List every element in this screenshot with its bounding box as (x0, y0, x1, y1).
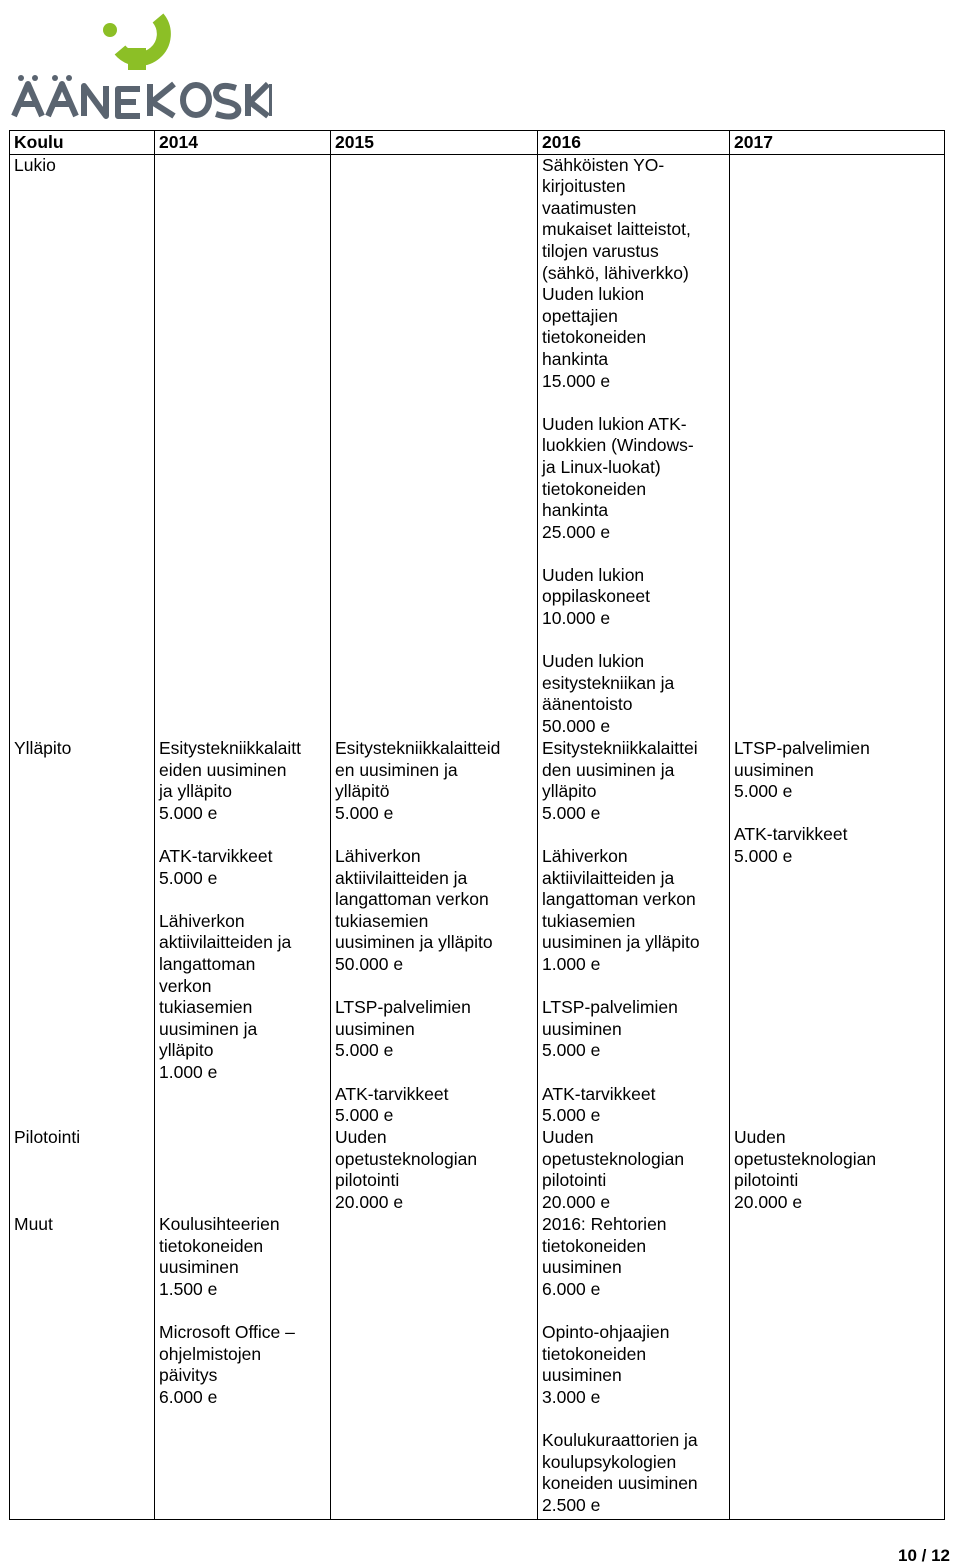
cost-item-line: tietokoneiden (542, 327, 647, 348)
cost-item (542, 414, 725, 544)
table-row-ylläpito (10, 738, 945, 1127)
cost-item-line: Uuden lukion ATK- (542, 413, 687, 434)
cost-item-line: opetusteknologian (542, 1148, 685, 1169)
cell-2015 (331, 154, 538, 738)
cost-item-line: uusiminen ja ylläpito (542, 932, 700, 953)
logo-emblem (103, 18, 164, 70)
cost-item-line: 2016: Rehtorien (542, 1214, 667, 1235)
header-2014: 2014 (155, 131, 331, 155)
cost-item-line: Koulusihteerien (159, 1214, 280, 1235)
cost-item-line: aktiivilaitteiden ja (335, 867, 468, 888)
cost-item-line: tietokoneiden (159, 1235, 264, 1256)
cost-item-line: uusiminen (542, 1018, 622, 1039)
cost-item-line: 20.000 e (542, 1191, 611, 1212)
cost-item-line: LTSP-palvelimien (734, 738, 870, 759)
cost-item (734, 738, 940, 803)
cost-item (159, 1322, 326, 1408)
cost-item-line: aktiivilaitteiden ja (542, 867, 675, 888)
cost-item-line: Lähiverkon (159, 910, 245, 931)
cost-item-line: hankinta (542, 500, 609, 521)
table-header-row (10, 131, 945, 155)
cost-item (159, 738, 326, 824)
cost-item-line: 5.000 e (542, 1040, 601, 1061)
cost-item-line: 5.000 e (734, 781, 793, 802)
cost-item (159, 911, 326, 1084)
cost-item (542, 997, 725, 1062)
cost-item-line: langattoman verkon (335, 889, 489, 910)
cost-item (335, 846, 533, 976)
cost-item-line: eiden uusiminen (159, 759, 287, 780)
cost-item (734, 1127, 940, 1213)
cost-item-line: tilojen varustus (542, 240, 659, 261)
cost-item-line: 5.000 e (335, 802, 394, 823)
cost-item (335, 738, 533, 824)
cost-item (542, 738, 725, 824)
cost-item-line: Esitystekniikkalaitt (159, 738, 301, 759)
cost-item-line: 5.000 e (159, 867, 218, 888)
cell-2016 (538, 738, 730, 1127)
cost-item-line: 5.000 e (335, 1105, 394, 1126)
cost-item-line: Koulukuraattorien ja (542, 1430, 698, 1451)
cell-2014 (155, 154, 331, 738)
cost-item (542, 1430, 725, 1516)
cost-item-line: 6.000 e (159, 1386, 218, 1407)
cost-item-line: luokkien (Windows- (542, 435, 694, 456)
budget-table (9, 130, 945, 1520)
cost-item-line: 10.000 e (542, 608, 611, 629)
cost-item-line: tukiasemien (159, 997, 253, 1018)
cost-item-line: 15.000 e (542, 370, 611, 391)
cost-item (734, 824, 940, 867)
cell-2016 (538, 1214, 730, 1519)
cell-2014 (155, 1127, 331, 1214)
cost-item-line: aktiivilaitteiden ja (159, 932, 292, 953)
cell-2014 (155, 738, 331, 1127)
cost-item-line: tietokoneiden (542, 478, 647, 499)
cost-item-line: Uuden lukion (542, 284, 645, 305)
cost-item-line: esitystekniikan ja (542, 672, 675, 693)
cost-item-line: Uuden (542, 1127, 594, 1148)
cost-item-line: Uuden lukion (542, 651, 645, 672)
row-label: Ylläpito (10, 738, 155, 1127)
header-2017: 2017 (730, 131, 945, 155)
cost-item-line: 2.500 e (542, 1494, 601, 1515)
cost-item-line: Esitystekniikkalaitteid (335, 738, 501, 759)
row-label: Muut (10, 1214, 155, 1519)
cost-item-line: uusiminen (542, 1365, 622, 1386)
cost-item-line: 5.000 e (542, 802, 601, 823)
cost-item (542, 155, 725, 393)
cost-item-line: Uuden (734, 1127, 786, 1148)
cost-item (335, 1127, 533, 1213)
cost-item (542, 1084, 725, 1127)
cost-item-line: 20.000 e (734, 1191, 803, 1212)
cell-2016 (538, 154, 730, 738)
cost-item (542, 1214, 725, 1300)
cost-item-line: koneiden uusiminen (542, 1473, 698, 1494)
cost-item-line: äänentoisto (542, 694, 633, 715)
cost-item-line: en uusiminen ja (335, 759, 458, 780)
cost-item (542, 1322, 725, 1408)
cost-item-line: vaatimusten (542, 197, 637, 218)
cost-item-line: langattoman verkon (542, 889, 696, 910)
row-label: Pilotointi (10, 1127, 155, 1214)
cell-2017 (730, 738, 945, 1127)
cost-item-line: ohjelmistojen (159, 1343, 262, 1364)
cost-item-line: Esitystekniikkalaittei (542, 738, 698, 759)
cost-item-line: 5.000 e (335, 1040, 394, 1061)
cost-item-line: opetusteknologian (335, 1148, 478, 1169)
cost-item-line: uusiminen (159, 1257, 239, 1278)
aanekoski-logo (10, 4, 272, 122)
cell-2014 (155, 1214, 331, 1519)
cell-2016 (538, 1127, 730, 1214)
table-row-muut (10, 1214, 945, 1519)
cost-item-line: ja ylläpito (159, 781, 232, 802)
cost-item-line: 5.000 e (159, 802, 218, 823)
cost-item-line: verkon (159, 975, 212, 996)
header-2016: 2016 (538, 131, 730, 155)
cost-item-line: pilotointi (542, 1170, 607, 1191)
cell-2017 (730, 1214, 945, 1519)
cost-item-line: 1.000 e (159, 1062, 218, 1082)
cost-item-line: Uuden (335, 1127, 387, 1148)
cost-item-line: ATK-tarvikkeet (335, 1083, 449, 1104)
cost-item (335, 1084, 533, 1127)
cost-item (159, 1214, 326, 1300)
table-row-pilotointi (10, 1127, 945, 1214)
cost-item-line: uusiminen (734, 759, 814, 780)
cost-item-line: päivitys (159, 1365, 218, 1386)
cost-item-line: tietokoneiden (542, 1235, 647, 1256)
cost-item-line: opettajien (542, 305, 618, 326)
header-koulu: Koulu (10, 131, 155, 155)
cost-item-line: LTSP-palvelimien (335, 997, 471, 1018)
cell-2017 (730, 154, 945, 738)
header-2015: 2015 (331, 131, 538, 155)
cost-item-line: 6.000 e (542, 1278, 601, 1299)
cost-item-line: 5.000 e (542, 1105, 601, 1126)
cost-item-line: Opinto-ohjaajien (542, 1322, 670, 1343)
cost-item-line: koulupsykologien (542, 1451, 677, 1472)
cost-item-line: langattoman (159, 954, 256, 975)
cost-item-line: opetusteknologian (734, 1148, 877, 1169)
cost-item (542, 565, 725, 630)
cost-item-line: 20.000 e (335, 1191, 404, 1212)
logo-wordmark (14, 75, 272, 117)
cost-item-line: ATK-tarvikkeet (734, 824, 848, 845)
cost-item-line: Uuden lukion (542, 564, 645, 585)
cost-item-line: uusiminen ja ylläpito (335, 932, 493, 953)
cost-item-line: ATK-tarvikkeet (542, 1083, 656, 1104)
cost-item-line: 50.000 e (542, 716, 611, 737)
cost-item-line: uusiminen (335, 1018, 415, 1039)
cost-item-line: (sähkö, lähiverkko) (542, 262, 689, 283)
cell-2015 (331, 1214, 538, 1519)
cost-item-line: Sähköisten YO- (542, 154, 665, 175)
cell-2017 (730, 1127, 945, 1214)
cell-2015 (331, 1127, 538, 1214)
cost-item (542, 651, 725, 737)
cost-item-line: mukaiset laitteistot, (542, 219, 691, 240)
cost-item-line: pilotointi (335, 1170, 400, 1191)
cost-item-line: Microsoft Office – (159, 1322, 295, 1343)
cost-item-line: 3.000 e (542, 1386, 601, 1407)
cell-2015 (331, 738, 538, 1127)
cost-item-line: 50.000 e (335, 954, 404, 975)
cost-item-line: pilotointi (734, 1170, 799, 1191)
cost-item (159, 846, 326, 889)
cost-item (335, 997, 533, 1062)
cost-item-line: ylläpito (542, 781, 597, 802)
cost-item-line: tukiasemien (335, 910, 429, 931)
cost-item-line: 5.000 e (734, 846, 793, 867)
cost-item-line: 25.000 e (542, 521, 611, 542)
cost-item-line: oppilaskoneet (542, 586, 650, 607)
cost-item-line: LTSP-palvelimien (542, 997, 678, 1018)
cost-item-line: uusiminen (542, 1257, 622, 1278)
cost-item-line: ja Linux-luokat) (542, 456, 661, 477)
cost-item (542, 1127, 725, 1213)
row-label: Lukio (10, 154, 155, 738)
cost-item-line: Lähiverkon (335, 846, 421, 867)
cost-item-line: ylläpito (159, 1040, 214, 1061)
cost-item-line: tukiasemien (542, 910, 636, 931)
cost-item-line: ylläpitö (335, 781, 390, 802)
cost-item-line: 1.500 e (159, 1278, 218, 1299)
page-number: 10 / 12 (898, 1546, 950, 1565)
table-row-lukio (10, 154, 945, 738)
cost-item-line: hankinta (542, 348, 609, 369)
cost-item-line: Lähiverkon (542, 846, 628, 867)
cost-item-line: kirjoitusten (542, 176, 626, 197)
cost-item-line: 1.000 e (542, 954, 601, 975)
cost-item (542, 846, 725, 976)
cost-item-line: uusiminen ja (159, 1018, 258, 1039)
cost-item-line: tietokoneiden (542, 1343, 647, 1364)
cost-item-line: ATK-tarvikkeet (159, 846, 273, 867)
cost-item-line: den uusiminen ja (542, 759, 675, 780)
